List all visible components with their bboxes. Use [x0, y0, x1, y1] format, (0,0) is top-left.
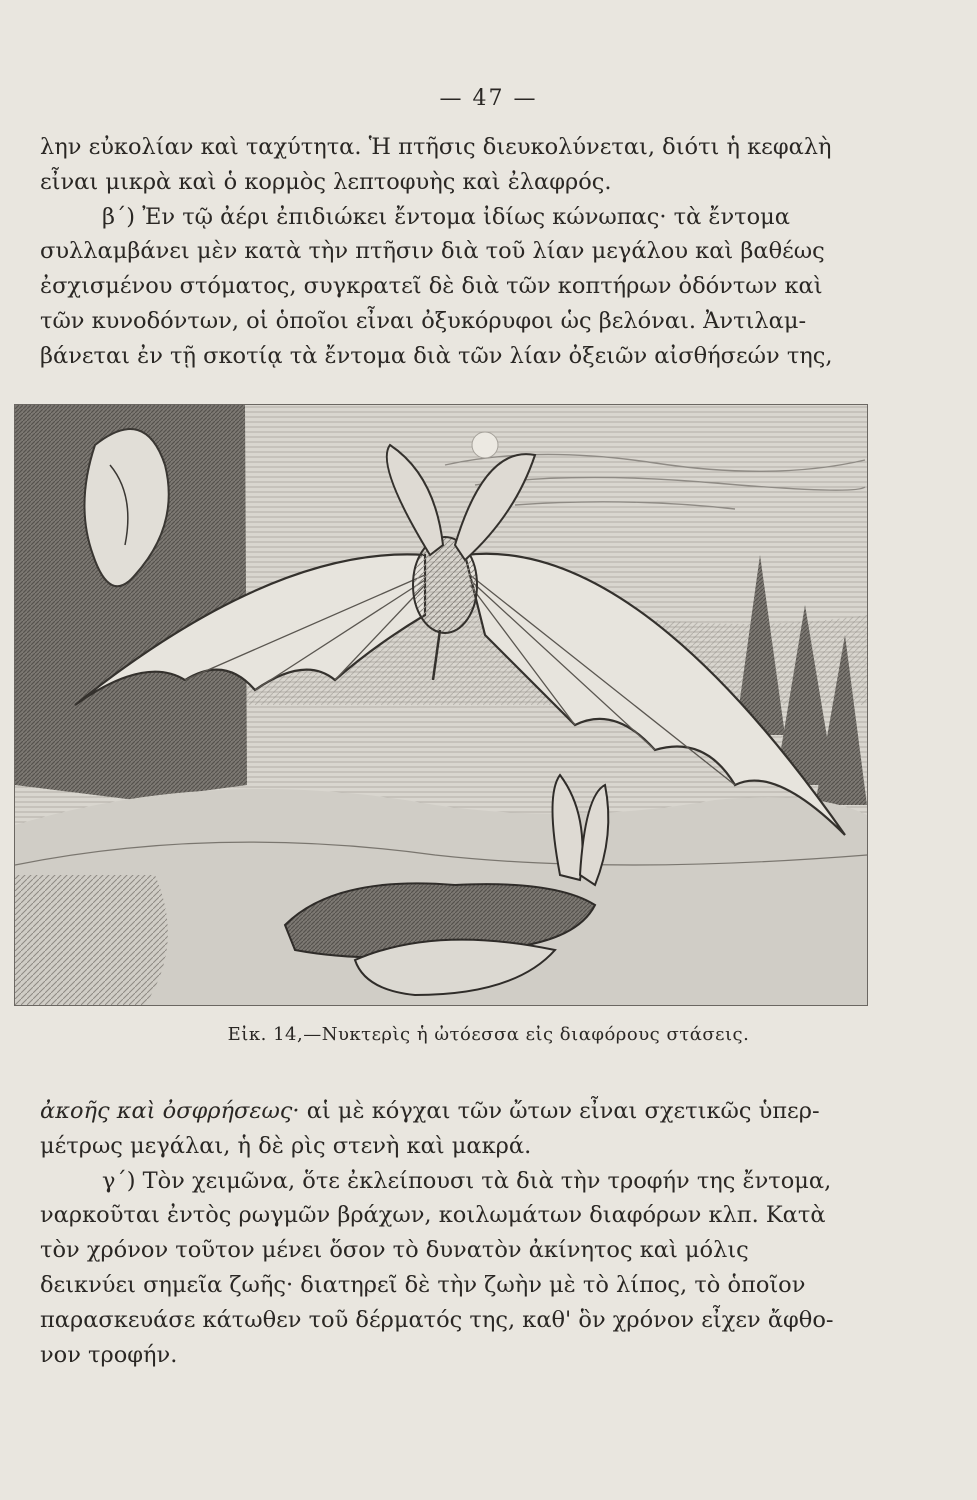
text-line: δεικνύει σημεῖα ζωῆς· διατηρεῖ δὲ τὴν ζωὴν μὲ τὸ λίπος, τὸ ὁποῖον	[40, 1271, 806, 1298]
text-line: ἐσχισμένου στόματος, συγκρατεῖ δὲ διὰ τῶν κοπτήρων ὀδόντων καὶ	[40, 273, 823, 300]
text-line: νον τροφήν.	[40, 1341, 178, 1368]
text-block-bottom	[40, 1094, 940, 1372]
text-line: παρασκευάσε κάτωθεν τοῦ δέρματός της, καθ' ὃν χρόνον εἶχεν ἄφθο-	[40, 1306, 834, 1333]
text-line: β΄) Ἐν τῷ ἀέρι ἐπιδιώκει ἔντομα ἰδίως κώνωπας· τὰ ἔντομα	[102, 203, 790, 230]
page-number: — 47 —	[439, 86, 538, 111]
text-line: λην εὐκολίαν καὶ ταχύτητα. Ἡ πτῆσις διευκολύνεται, διότι ἡ κεφαλὴ	[40, 134, 832, 160]
text-line	[40, 1094, 940, 1129]
text-block-top	[40, 130, 940, 374]
text-line-rest: αἱ μὲ κόγχαι τῶν ὤτων εἶναι σχετικῶς ὑπερ-	[299, 1098, 820, 1124]
text-line: βάνεται ἐν τῇ σκοτίᾳ τὰ ἔντομα διὰ τῶν λίαν ὀξειῶν αἰσθήσεών της,	[40, 342, 833, 369]
text-line: ναρκοῦται ἐντὸς ρωγμῶν βράχων, κοιλωμάτων διαφόρων κλπ. Κατὰ	[40, 1202, 826, 1229]
figure-caption: Εἰκ. 14,—Νυκτερὶς ἡ ὠτόεσσα εἰς διαφόρους στάσεις.	[227, 1024, 750, 1045]
text-line: τὸν χρόνον τοῦτον μένει ὅσον τὸ δυνατὸν ἀκίνητος καὶ μόλις	[40, 1237, 749, 1264]
text-line: εἶναι μικρὰ καὶ ὁ κορμὸς λεπτοφυὴς καὶ ἐλαφρός.	[40, 168, 612, 195]
bat-illustration	[14, 404, 868, 1006]
foreground-rock	[15, 875, 168, 1005]
text-line: μέτρως μεγάλαι, ἡ δὲ ρὶς στενὴ καὶ μακρά.	[40, 1132, 532, 1159]
text-line: γ΄) Τὸν χειμῶνα, ὅτε ἐκλείπουσι τὰ διὰ τὴν τροφήν της ἔντομα,	[102, 1167, 832, 1194]
moon	[472, 432, 498, 458]
italic-phrase: ἀκοῆς καὶ ὀσφρήσεως·	[40, 1098, 300, 1124]
text-line: τῶν κυνοδόντων, οἱ ὁποῖοι εἶναι ὀξυκόρυφοι ὡς βελόναι. Ἀντιλαμ-	[40, 307, 807, 334]
text-line: συλλαμβάνει μὲν κατὰ τὴν πτῆσιν διὰ τοῦ λίαν μεγάλου καὶ βαθέως	[40, 238, 825, 265]
